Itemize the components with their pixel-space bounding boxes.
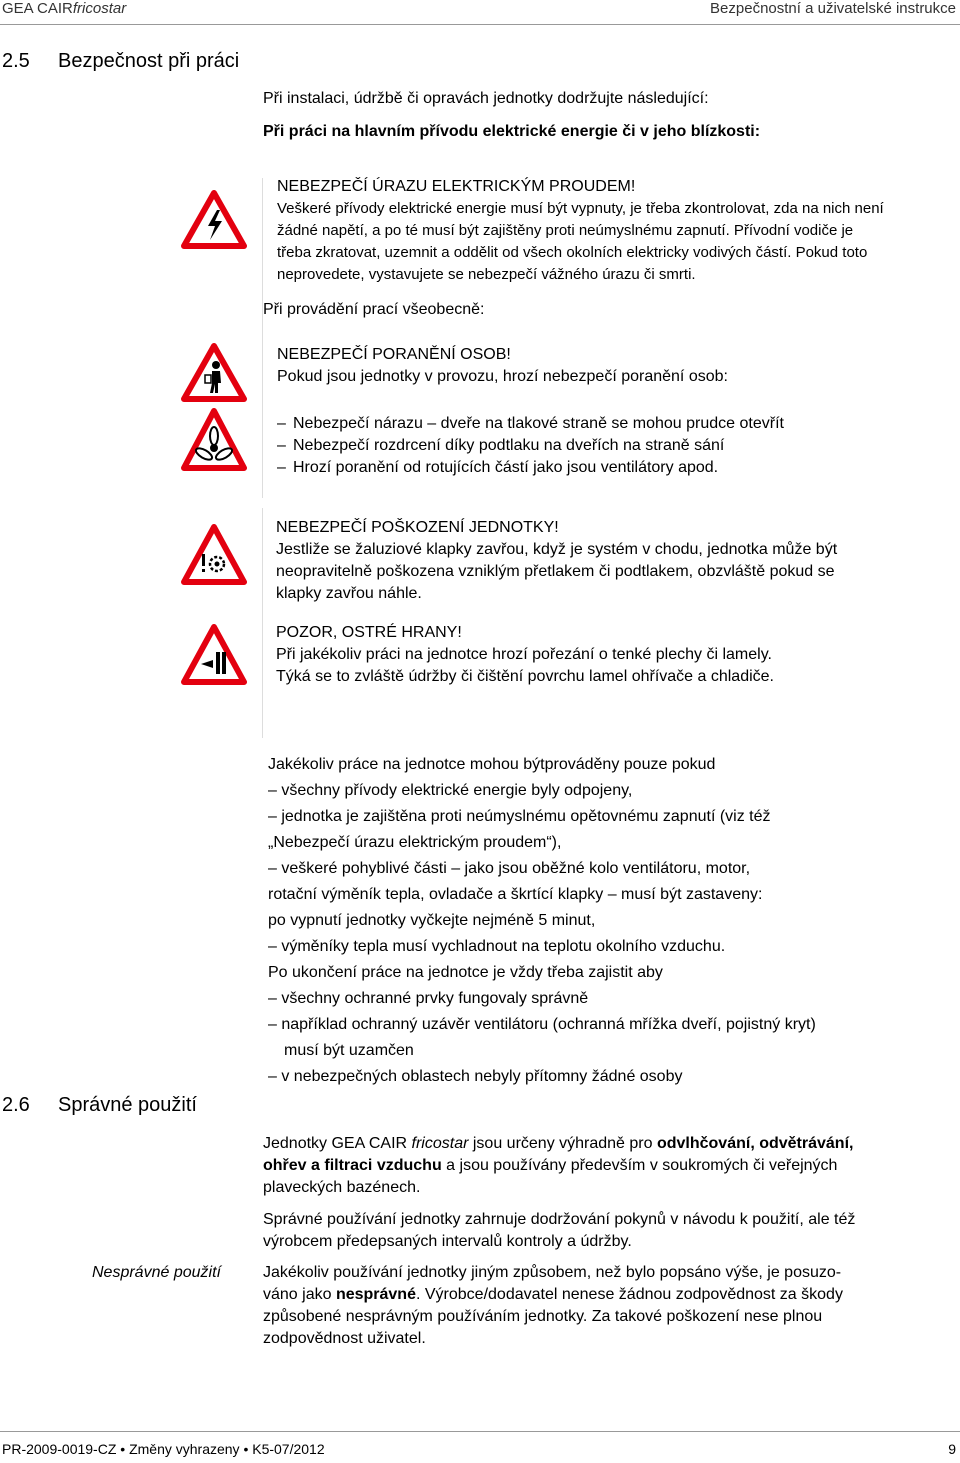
section-25-number: 2.5 (2, 50, 30, 72)
margin-line (262, 178, 263, 498)
electric-warning-line: třeba zkratovat, uzemnit a oddělit od všech okolních elektricky vodivých částí. Pokud toto (277, 244, 868, 261)
list-item: musí být uzamčen (284, 1042, 414, 1059)
list-item: Po ukončení práce na jednotce je vždy třeba zajistit aby (268, 964, 663, 981)
list-item: – výměníky tepla musí vychladnout na teplotu okolního vzduchu. (268, 938, 726, 955)
injury-warning (277, 344, 728, 388)
list-item: – Nebezpečí rozdrcení díky podtlaku na dveřích na straně sání (277, 437, 725, 454)
damage-warning-title: NEBEZPEČÍ POŠKOZENÍ JEDNOTKY! (276, 519, 559, 536)
list-item: – všechny přívody elektrické energie byly odpojeny, (268, 782, 633, 799)
header-brand: GEA CAIRfricostar (2, 0, 127, 17)
section-26-number: 2.6 (2, 1094, 30, 1116)
list-item: po vypnutí jednotky vyčkejte nejméně 5 minut, (268, 912, 596, 929)
section-25-intro: Při instalaci, údržbě či opravách jednotky dodržujte následující: (263, 90, 709, 107)
correct-usage-paragraph: Správné používání jednotky zahrnuje dodržování pokynů v návodu k použití, ale též výrobcem předepsaných intervalů kontroly a údržby. (263, 1211, 856, 1250)
general-subheading: Při provádění prací všeobecně: (263, 301, 485, 318)
sharp-edges-warning-icon (181, 624, 247, 686)
electric-warning-title: NEBEZPEČÍ ÚRAZU ELEKTRICKÝM PROUDEM! (277, 178, 636, 195)
edges-warning-line: Týká se to zvláště údržby či čištění povrchu lamel ohřívače a chladiče. (276, 668, 774, 685)
section-25-heading (2, 50, 239, 73)
misuse-paragraph: Jakékoliv používání jednotky jiným způsobem, než bylo popsáno výše, je posuzo- váno jako nesprávné. Výrobce/dodavatel nenese žádnou zodpovědnost za škody způsobené nesprávným používáním jednotky. Za takové poškození nese plnou zodpovědnost uživatel. (263, 1264, 843, 1347)
unit-damage-warning-icon (181, 524, 247, 586)
electric-warning-line: neprovedete, vystavujete se nebezpečí vážného úrazu či smrti. (277, 266, 696, 283)
injury-warning-title: NEBEZPEČÍ PORANĚNÍ OSOB! (277, 346, 511, 363)
work-conditions (268, 752, 816, 1090)
electric-subheading: Při práci na hlavním přívodu elektrické energie či v jeho blízkosti: (263, 123, 761, 140)
margin-line (262, 508, 263, 738)
section-26-heading (2, 1094, 197, 1117)
usage-paragraph: Jednotky GEA CAIR fricostar jsou určeny výhradně pro odvlhčování, odvětrávání, ohřev a filtraci vzduchu a jsou používány především v soukromých či veřejných plaveckých bazénech. (263, 1135, 854, 1196)
header-rule (0, 24, 960, 25)
section-26-title: Správné použití (58, 1094, 197, 1116)
electric-warning-line: žádné napětí, a po té musí být zajištěny proti neúmyslnému zapnutí. Přívodní vodiče je (277, 222, 854, 239)
list-item: – Nebezpečí nárazu – dveře na tlakové straně se mohou prudce otevřít (277, 415, 784, 432)
misuse-label: Nesprávné použití (92, 1264, 221, 1281)
electric-warning-line: Veškeré přívody elektrické energie musí být vypnuty, je třeba zkontrolovat, zda na nich není (277, 200, 884, 217)
footer-rule (0, 1431, 960, 1432)
list-item: – všechny ochranné prvky fungovaly správně (268, 990, 589, 1007)
list-item: Jakékoliv práce na jednotce mohou býtprováděny pouze pokud (268, 756, 716, 773)
list-item: – v nebezpečných oblastech nebyly přítomny žádné osoby (268, 1068, 683, 1085)
damage-warning (276, 517, 837, 605)
footer-doc-id: PR-2009-0019-CZ • Změny vyhrazeny • K5-07/2012 (2, 1441, 325, 1457)
page-number: 9 (948, 1441, 956, 1457)
section-25-title: Bezpečnost při práci (58, 50, 240, 72)
list-item: – například ochranný uzávěr ventilátoru (ochranná mřížka dveří, pojistný kryt) (268, 1016, 816, 1033)
list-item: – Hrozí poranění od rotujících částí jako jsou ventilátory apod. (277, 459, 719, 476)
damage-warning-line: Jestliže se žaluziové klapky zavřou, když je systém v chodu, jednotka může být (276, 541, 838, 558)
list-item: – veškeré pohyblivé části – jako jsou oběžné kolo ventilátoru, motor, (268, 860, 751, 877)
header-title: Bezpečnostní a uživatelské instrukce (710, 0, 956, 17)
damage-warning-line: klapky zavřou náhle. (276, 585, 422, 602)
person-injury-warning-icon (181, 343, 247, 403)
injury-warning-intro: Pokud jsou jednotky v provozu, hrozí nebezpečí poranění osob: (277, 368, 728, 385)
list-item: „Nebezpečí úrazu elektrickým proudem“), (268, 834, 562, 851)
electric-shock-warning-icon (181, 190, 247, 250)
list-item: rotační výměník tepla, ovladače a škrtící klapky – musí být zastaveny: (268, 886, 763, 903)
list-item: – jednotka je zajištěna proti neúmyslnému opětovnému zapnutí (viz též (268, 808, 771, 825)
damage-warning-line: neopravitelně poškozena vzniklým přetlakem či podtlakem, obzvláště pokud se (276, 563, 835, 580)
edges-warning-title: POZOR, OSTRÉ HRANY! (276, 624, 462, 641)
rotating-fan-warning-icon (181, 408, 247, 472)
electric-warning (277, 176, 884, 286)
edges-warning (276, 622, 774, 688)
injury-list (277, 413, 784, 479)
edges-warning-line: Při jakékoliv práci na jednotce hrozí pořezání o tenké plechy či lamely. (276, 646, 772, 663)
